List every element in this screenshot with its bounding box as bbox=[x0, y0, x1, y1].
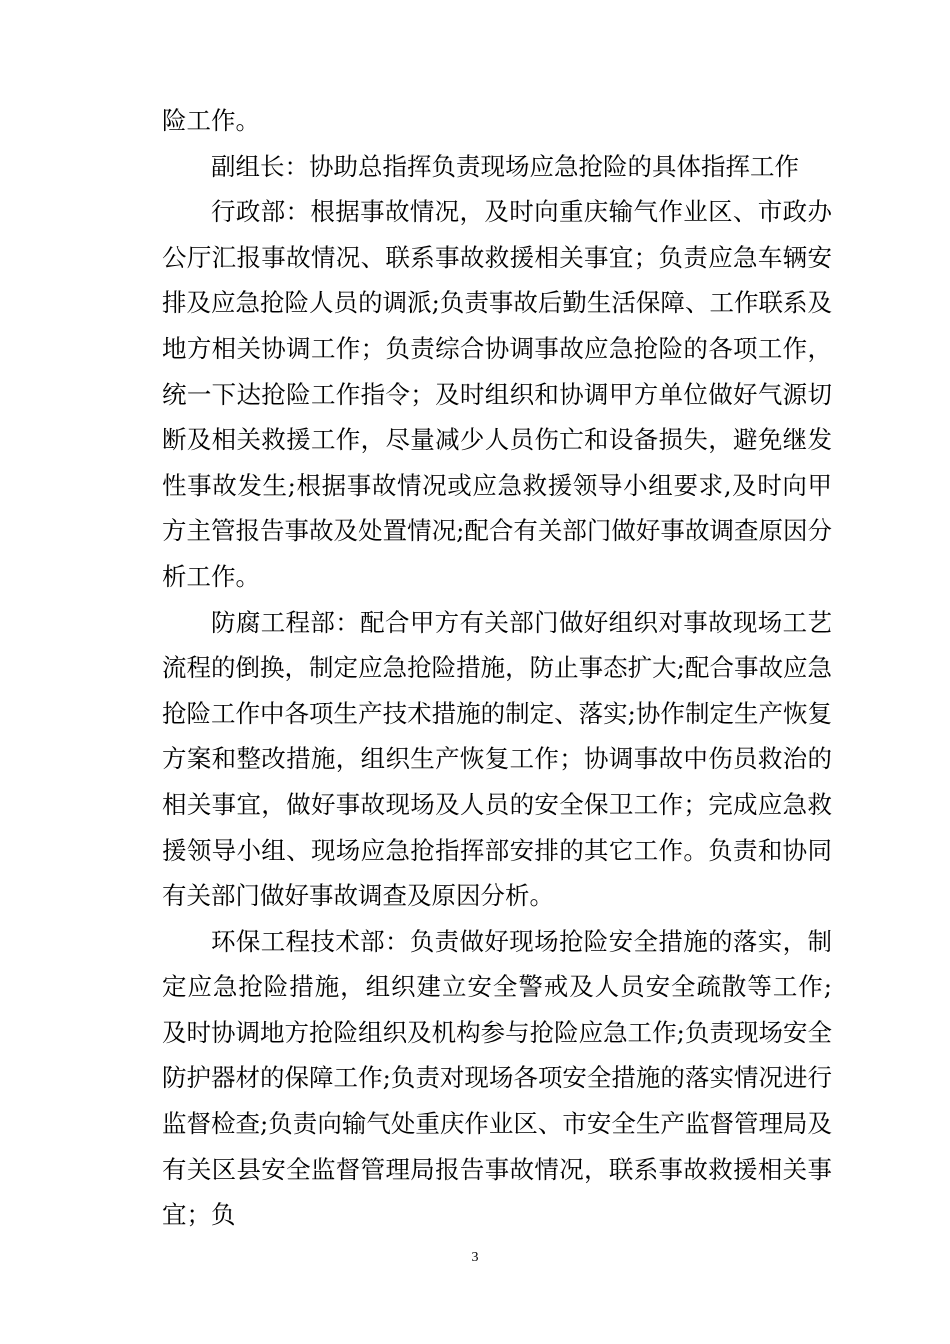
paragraph-environmental-department: 环保工程技术部：负责做好现场抢险安全措施的落实，制定应急抢险措施，组织建立安全警戒及人员安全疏散等工作; 及时协调地方抢险组织及机构参与抢险应急工作;负责现场安全防护器材的保障工作;负责对现场各项安全措施的落实情况进行监督检查;负责向输气处重庆作业区、市安全生产监督管理局及有关区县安全监督管理局报告事故情况，联系事故救援相关事宜；负 bbox=[162, 926, 832, 1230]
body-text bbox=[162, 98, 832, 1238]
paragraph-admin-department: 行政部：根据事故情况，及时向重庆输气作业区、市政办公厅汇报事故情况、联系事故救援相关事宜；负责应急车辆安排及应急抢险人员的调派;负责事故后勤生活保障、工作联系及地方相关协调工作；负责综合协调事故应急抢险的各项工作，统一下达抢险工作指令；及时组织和协调甲方单位做好气源切断及相关救援工作，尽量减少人员伤亡和设备损失，避免继发性事故发生;根据事故情况或应急救援领导小组要求,及时向甲方主管报告事故及处置情况;配合有关部门做好事故调查原因分析工作。 bbox=[162, 197, 832, 591]
paragraph-anticorrosion-department: 防腐工程部：配合甲方有关部门做好组织对事故现场工艺流程的倒换，制定应急抢险措施，防止事态扩大;配合事故应急抢险工作中各项生产技术措施的制定、落实;协作制定生产恢复方案和整改措施，组织生产恢复工作；协调事故中伤员救治的相关事宜，做好事故现场及人员的安全保卫工作；完成应急救援领导小组、现场应急抢指挥部安排的其它工作。负责和协同有关部门做好事故调查及原因分析。 bbox=[162, 607, 832, 911]
paragraph-continuation: 险工作。 bbox=[162, 106, 260, 135]
page-number: 3 bbox=[471, 1250, 479, 1265]
paragraph-deputy-leader: 副组长：协助总指挥负责现场应急抢险的具体指挥工作 bbox=[211, 151, 799, 181]
